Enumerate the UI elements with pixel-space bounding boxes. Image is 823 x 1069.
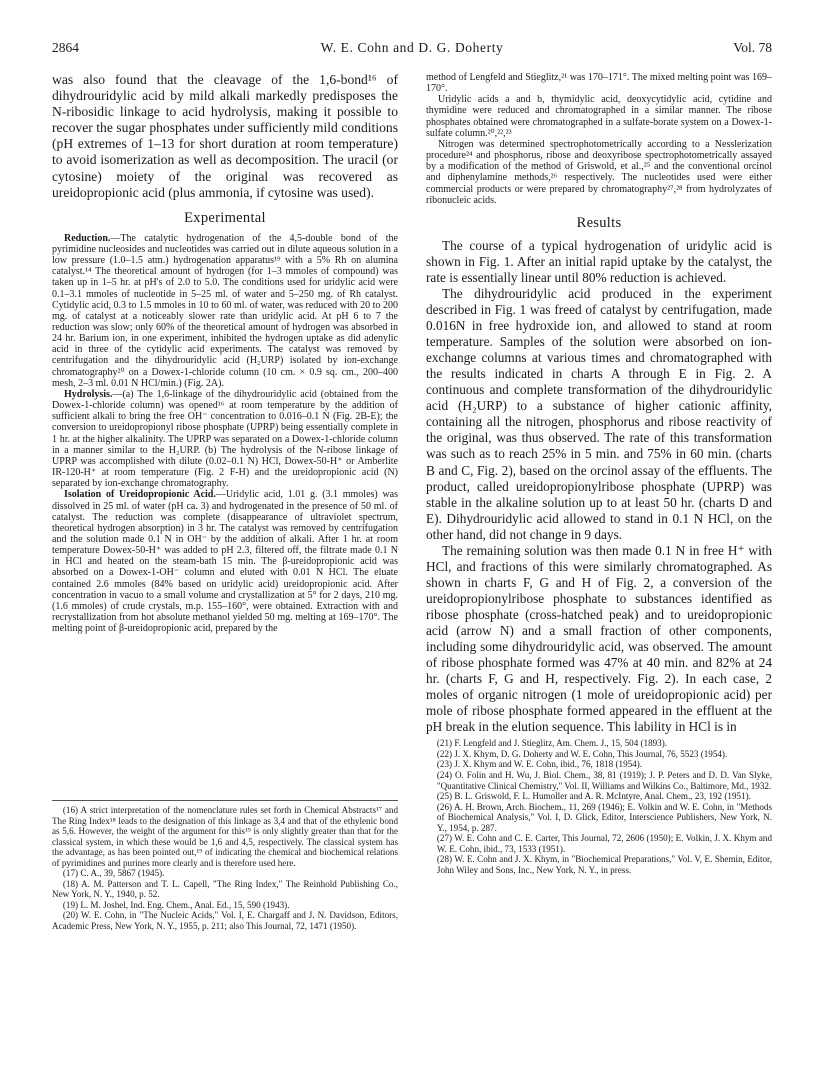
results-paragraph-2: The dihydrouridylic acid produced in the experiment described in Fig. 1 was freed of catalyst by centrifugation, made 0.016N in free hydroxide ion, and allowed to stand at room temperature. Samples of the solution were absorbed on ion-exchange columns at various times and chromatographed with the results indicated in charts A through E in Fig. 2. A continuous and complete transformation of the dihydrouridylic acid (H₂URP) to a substance of higher cationic affinity, containing all the nitrogen, phosphorus and ribose reactivity of the original, was thus observed. The rate of this transformation was such as to reach 25% in 5 min. and 75% in 60 min. (charts B and C, Fig. 2), based on the orcinol assay of the effluents. The product, called ureidopropionylribose phosphate (UPRP) was stable in the alkaline solution up to at least 50 hr. (charts D and E). Dihydrouridylic acid allowed to stand in 0.1 N HCl, on the other hand, did not change in 9 days. bbox=[426, 286, 772, 542]
footnote-21: (21) F. Lengfeld and J. Stieglitz, Am. Chem. J., 15, 504 (1893). bbox=[436, 738, 668, 749]
reduction-paragraph bbox=[52, 233, 398, 389]
running-header bbox=[52, 40, 772, 60]
footnote-22: (22) J. X. Khym, D. G. Doherty and W. E. Cohn, This Journal, 76, 5523 (1954). bbox=[436, 748, 728, 759]
isolation-run-in: Isolation of Ureidopropionic Acid. bbox=[64, 489, 216, 501]
footnote-20: (20) W. E. Cohn, in "The Nucleic Acids," Vol. I, E. Chargaff and J. N. Davidson, Editors, Academic Press, New York, N. Y., 1955, p. 211; also This Journal, 72, 1471 (1950). bbox=[52, 910, 398, 932]
footnote-18: (18) A. M. Patterson and T. L. Capell, "The Ring Index," The Reinhold Publishing Co., New York, N. Y., 1940, p. 52. bbox=[52, 878, 398, 900]
results-paragraph-3: The remaining solution was then made 0.1 N in free H⁺ with HCl, and fractions of this were similarly chromatographed. As shown in charts F, G and H of Fig. 2, a conversion of the ureidopropionylribose phosphate to substances identified as ribose phosphate (cross-hatched peak) and to ureidopropionic acid (arrow N) and a small fraction of other components, including some dihydrouridylic acid, was observed. The amount of ribose phosphate formed was 47% at 40 min. and 82% at 24 hr. (charts F, G and H, respectively. Fig. 2). In each case, 2 moles of organic nitrogen (1 mole of ureidopropionic acid) per mole of ribose phosphate formed appeared in the effluent at the pH break in the elution sequence. This lability in HCl is in bbox=[426, 542, 772, 735]
footnote-19: (19) L. M. Joshel, Ind. Eng. Chem., Anal. Ed., 15, 590 (1943). bbox=[62, 899, 290, 910]
right-footnotes bbox=[426, 738, 772, 875]
page-number: 2864 bbox=[52, 40, 79, 55]
hydrolysis-run-in: Hydrolysis. bbox=[64, 388, 113, 400]
hydrolysis-paragraph bbox=[52, 389, 398, 489]
footnote-27: (27) W. E. Cohn and C. E. Carter, This Journal, 72, 2606 (1950); E. Volkin, J. X. Khym and W. E. Cohn, ibid., 73, 1533 (1951). bbox=[436, 833, 772, 854]
footnote-23: (23) J. X. Khym and W. E. Cohn, ibid., 76, 1818 (1954). bbox=[436, 759, 643, 770]
left-footnotes bbox=[52, 800, 398, 932]
footnote-rule bbox=[52, 800, 398, 801]
hydrolysis-text: —(a) The 1,6-linkage of the dihydrouridylic acid (obtained from the Dowex-1-chloride column) was opened¹⁶ at room temperature by the addition of sufficient alkali to bring the free OH⁻ concentration to 0.016–0.1 N (Fig. 2B-E); the conversion to ureidopropionyl ribose phosphate (UPRP) being essentially complete in 1 hr. at the higher alkalinity. The UPRP was separated on a Dowex-1-chloride column in a manner similar to the H₂URP. (b) The hydrolysis of the N-ribose linkage of UPRP was accomplished with dilute (0.02–0.1 N) HCl, Dowex-50-H⁺ or Amberlite IR-120-H⁺ at room temperature (Fig. 2 F-H) and the ureidopropionic acid (N) separated by ion-exchange chromatography. bbox=[52, 388, 398, 490]
isolation-paragraph bbox=[52, 489, 398, 634]
footnote-28: (28) W. E. Cohn and J. X. Khym, in "Biochemical Preparations," Vol. V, E. Shemin, Editor, John Wiley and Sons, Inc., New York, N. Y., in press. bbox=[436, 854, 772, 875]
reduction-run-in: Reduction. bbox=[64, 232, 111, 244]
footnote-26: (26) A. H. Brown, Arch. Biochem., 11, 269 (1946); E. Volkin and W. E. Cohn, in "Methods of Biochemical Analysis," Vol. I, D. Glick, Editor, Interscience Publishers, New York, N. Y., 1954, p. 287. bbox=[436, 801, 772, 833]
results-heading: Results bbox=[576, 214, 622, 231]
left-column bbox=[52, 72, 398, 634]
results-paragraph-1: The course of a typical hydrogenation of uridylic acid is shown in Fig. 1. After an initial rapid uptake by the catalyst, the rate is essentially linear until 80% reduction is achieved. bbox=[426, 237, 772, 285]
reduction-text: —The catalytic hydrogenation of the 4,5-double bond of the pyrimidine nucleosides and nucleotides was carried out in dilute aqueous solution in a low pressure (1.0–1.5 atm.) hydrogenation apparatus¹⁹ with a 5% Rh on alumina catalyst.¹⁴ The theoretical amount of hydrogen (for 1–3 mmoles of compound) was taken up in 1–5 hr. at pH's of 2.0 to 5.0. The conditions used for uridylic acid were 0.1–3.1 mmoles of nucleotide in 5–25 ml. of water and 5–250 mg. of Rh catalyst. Cytidylic acid, 0.3 to 1.5 mmoles in 10 to 60 ml. of water, was reduced with 20 to 200 mg. of catalyst at a noticeably slower rate than uridylic acid. At pH 6 to 7 the reduction was slow; only 60% of the theoretical amount of hydrogen was absorbed in 24 hr. Barium ion, in one experiment, inhibited the hydrogen uptake as did adenylic acid in three of the cytidylic acid experiments. The catalyst was removed by centrifugation and the dihydrouridylic acid (H₂URP) isolated by ion-exchange chromatography²⁰ on a Dowex-1-chloride column (10 cm. × 0.9 sq. cm., 200–400 mesh, 2–3 ml. 0.01 N HCl/min.) (Fig. 2A). bbox=[52, 232, 398, 389]
intro-paragraph: was also found that the cleavage of the 1,6-bond¹⁶ of dihydrouridylic acid by mild alkali markedly predisposes the N-ribosidic linkage to acid hydrolysis, making it possible to recover the sugar phosphates under sufficiently mild conditions (pH extremes of 1–13 for short duration at room temperature) to avoid isomerization as well as decomposition. The uracil (or cytosine) moiety of the original was recovered as ureidopropionic acid (plus ammonia, if cytosine was used). bbox=[52, 72, 398, 200]
running-title: W. E. Cohn and D. G. Doherty bbox=[320, 40, 504, 55]
experimental-heading: Experimental bbox=[184, 209, 266, 226]
footnote-25: (25) B. L. Griswold, F. L. Humoller and A. R. McIntyre, Anal. Chem., 23, 192 (1951). bbox=[436, 791, 751, 802]
volume-label: Vol. 78 bbox=[733, 40, 772, 55]
methods-paragraph-1: method of Lengfeld and Stieglitz,²¹ was 170–171°. The mixed melting point was 169–170°. bbox=[426, 72, 772, 95]
footnote-24: (24) O. Folin and H. Wu, J. Biol. Chem., 38, 81 (1919); J. P. Peters and D. D. Van Slyke, "Quantitative Clinical Chemistry," Vol. II, Williams and Wilkins Co., Baltimore, Md., 1932. bbox=[436, 769, 772, 791]
footnote-17: (17) C. A., 39, 5867 (1945). bbox=[62, 868, 165, 879]
methods-paragraph-2: Uridylic acids a and b, thymidylic acid, deoxycytidylic acid, cytidine and thymidine were reduced and chromatographed in a similar manner. The ribose phosphates obtained were chromatographed in a sulfate-borate system on a Dowex-1-sulfate column.²⁰,²²,²³ bbox=[426, 94, 772, 139]
footnote-16: (16) A strict interpretation of the nomenclature rules set forth in Chemical Abstracts¹⁷ and The Ring Index¹⁸ leads to the designation of this linkage as 3,4 and that of the ethylenic bond as 5,6. However, the weight of the argument for this¹⁹ is only slightly greater than that for the classical system, in which these would be 1,6 and 4,5, respectively. The classical system has the advantage, as has been pointed out,¹⁹ of indicating the chemical and biochemical relations of pyrimidines and purines more clearly and is therefore used here. bbox=[52, 805, 398, 868]
methods-paragraph-3: Nitrogen was determined spectrophotometrically according to a Nesslerization procedure²⁴ and phosphorus, ribose and deoxyribose spectrophotometrically assayed by a modification of the method of Griswold, et al.,²⁵ and the conventional orcinol and diphenylamine methods,²⁶ respectively. The nucleotides used were either commercial products or were prepared by chromatography²⁷,²⁸ from hydrolyzates of ribonucleic acids. bbox=[426, 138, 772, 206]
right-column bbox=[426, 72, 772, 875]
isolation-text: —Uridylic acid, 1.01 g. (3.1 mmoles) was dissolved in 25 ml. of water (pH ca. 3) and hydrogenated in the presence of 50 ml. of catalyst. The reduction was complete (disappearance of ultraviolet spectrum, theoretical hydrogen absorption) in 3 hr. The catalyst was removed by centrifugation and the solution made 0.1 N in OH⁻ by the addition of alkali. After 1 hr. at room temperature Dowex-50-H⁺ was added to pH 2.3, filtered off, the filtrate made 0.1 N in HCl and heated on the steam-bath 15 min. The β-ureidopropionic acid was absorbed on a Dowex-1-OH⁻ column and eluted with 0.01 N HCl. The eluate contained 2.6 mmoles (84% based on uridylic acid) ureidopropionic acid. After concentration in vacuo to a small volume and crystallization at 5° for 2 days, 210 mg. (1.6 mmoles) of crude crystals, m.p. 155–160°, were obtained. Extraction with and recrystallization from hot absolute methanol yielded 50 mg. melting at 169–170°. The melting point of β-ureidopropionic acid, prepared by the bbox=[52, 489, 398, 635]
